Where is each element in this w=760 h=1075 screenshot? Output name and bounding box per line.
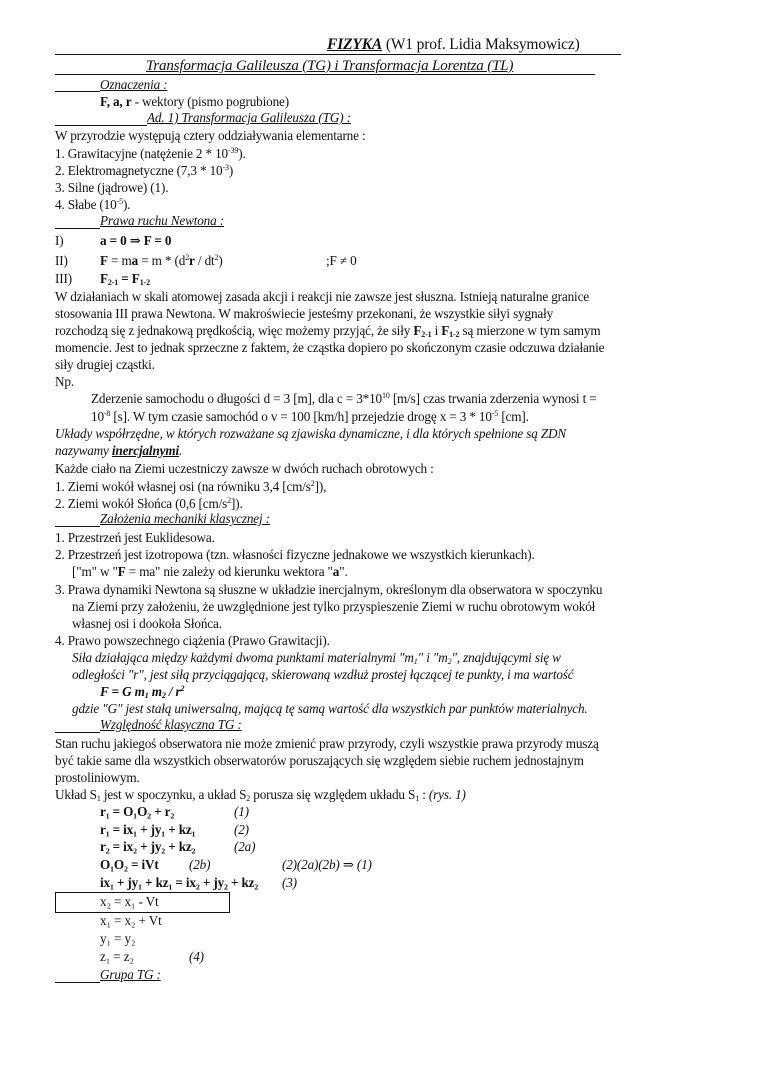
- example-line: Zderzenie samochodu o długości d = 3 [m], dla $c = 3*10^{10}$ [m/s] czas trwania zderzenia wynosi t =: [91, 391, 597, 406]
- interaction-item: 1. Grawitacyjne (natężenie $2 * 10^{-39}$).: [55, 146, 246, 161]
- relativity-heading: Względność klasyczna TG :: [100, 717, 242, 732]
- paragraph-line: rozchodzą się z jednakową prędkością, więc możemy przyjąć, że siły $F_{2-1}$ i $F_{1-2}$ są mierzone w tym samym: [55, 323, 601, 339]
- equation-tag: (4): [189, 949, 204, 964]
- document-title: FIZYKA (W1 prof. Lidia Maksymowicz): [327, 36, 580, 53]
- gravity-definition: odległości "r", jest siłą przyciągającą, skierowaną wzdłuż prostej łączącej te punkty, i ma wartość: [72, 667, 574, 682]
- equation: r₁ = ix₁ + jy₁ + kz₁: [100, 822, 196, 837]
- inertial-definition: nazywamy inercjalnymi.: [55, 443, 183, 458]
- newton-law-2: F = ma = m * $(d^2r / dt^2)$: [100, 253, 223, 268]
- paragraph-line: siły drugiej cząstki.: [55, 357, 155, 372]
- gravity-definition: Siła działająca między każdymi dwoma punktami materialnymi "$m_1$" i "$m_2$", znajdującymi się w: [72, 650, 561, 666]
- equation-tag: (2b): [189, 857, 211, 872]
- equation: ix₁ + jy₁ + kz₁ = ix₂ + jy₂ + kz₂: [100, 875, 259, 890]
- equation-tag: (3): [282, 875, 297, 890]
- transform-equation: z₁ = z₂: [100, 949, 134, 964]
- equation-tag: (2): [234, 822, 249, 837]
- paragraph-line: być takie same dla wszystkich obserwatorów poruszających się względem siebie ruchem jednostajnym: [55, 753, 584, 768]
- example-label: Np.: [55, 374, 74, 389]
- equation-tag: (1): [234, 804, 249, 819]
- section-rule: [55, 125, 147, 126]
- rotations-intro: Każde ciało na Ziemi uczestniczy zawsze w dwóch ruchach obrotowych :: [55, 461, 434, 476]
- section-rule: [55, 732, 100, 733]
- interaction-item: 4. Słabe $(10^{-5})$.: [55, 197, 131, 212]
- rotation-item: 2. Ziemi wokół Słońca (0,6 $[cm/s^2]$).: [55, 496, 243, 511]
- assumption-item: 2. Przestrzeń jest izotropowa (tzn. własności fizyczne jednakowe we wszystkich kierunkach).: [55, 547, 535, 562]
- ad1-heading: Ad. 1) Transformacja Galileusza (TG) :: [147, 110, 351, 125]
- interaction-item: 2. Elektromagnetyczne $(7,3 * 10^{-3})$: [55, 163, 234, 178]
- paragraph-line: stosowania III prawa Newtona. W makroświecie jesteśmy przekonani, że wszystkie siłyi sygnały: [55, 306, 554, 321]
- law-number: II): [55, 253, 68, 268]
- gravity-definition: gdzie "G" jest stałą uniwersalną, mającą tę samą wartość dla wszystkich par punktów materialnych.: [72, 701, 588, 716]
- transform-equation: y₁ = y₂: [100, 931, 136, 946]
- section-rule: [55, 982, 100, 983]
- document-subtitle: Transformacja Galileusza (TG) i Transformacja Lorentza (TL): [146, 58, 514, 74]
- assumption-item: na Ziemi przy założeniu, że uwzględnione jest tylko przyspieszenie Ziemi w ruchu obrotowym wokół: [72, 599, 596, 614]
- newton-heading: Prawa ruchu Newtona :: [100, 213, 224, 228]
- newton-law-3: $F_{2-1} = F_{1-2}$: [100, 271, 150, 287]
- header-rule: [55, 54, 621, 55]
- transform-equation: x₁ = x₂ + Vt: [100, 913, 162, 928]
- example-line: $10^{-8}$ [s]. W tym czasie samochód o v = 100 [km/h] przejedzie drogę $x = 3 * 10^{-5}$ [cm].: [91, 409, 529, 424]
- interactions-intro: W przyrodzie występują cztery oddziaływania elementarne :: [55, 128, 366, 143]
- equation: O₁O₂ = iVt: [100, 857, 159, 872]
- assumption-item: 1. Przestrzeń jest Euklidesowa.: [55, 530, 215, 545]
- assumptions-heading: Założenia mechaniki klasycznej :: [100, 511, 270, 526]
- equation-tag: (2a): [234, 839, 256, 854]
- implication: (2)(2a)(2b) ⇒ (1): [282, 857, 372, 872]
- gravity-formula: F = G $m_1$ $m_2 / r^2$: [100, 684, 185, 700]
- assumption-item: własnej osi i dookoła Słońca.: [72, 616, 222, 631]
- equation: r₂ = ix₂ + jy₂ + kz₂: [100, 839, 196, 854]
- section-rule: [55, 526, 100, 527]
- assumption-item: 4. Prawo powszechnego ciążenia (Prawo Grawitacji).: [55, 633, 330, 648]
- assumption-note: ["m" w "F = ma" nie zależy od kierunku wektora "a".: [72, 564, 348, 579]
- transform-equation: x₂ = x₁ - Vt: [100, 894, 159, 909]
- section-rule: [55, 91, 100, 92]
- law-number: I): [55, 233, 64, 248]
- newton-law-2-condition: ;F ≠ 0: [326, 253, 357, 268]
- rotation-item: 1. Ziemi wokół własnej osi (na równiku 3,4 $[cm/s^2]$),: [55, 479, 327, 494]
- assumption-item: 3. Prawa dynamiki Newtona są słuszne w układzie inercjalnym, określonym dla obserwatora w spoczynku: [55, 582, 603, 597]
- subtitle-rule: [55, 74, 595, 75]
- oznaczenia-heading: Oznaczenia :: [100, 77, 168, 92]
- paragraph-line: Stan ruchu jakiegoś obserwatora nie może zmienić praw przyrody, czyli wszystkie prawa przyrody muszą: [55, 736, 599, 751]
- law-number: III): [55, 271, 72, 286]
- paragraph-line: Układ $S_1$ jest w spoczynku, a układ $S_2$ porusza się względem układu $S_1$ : (rys. 1): [55, 787, 466, 803]
- interaction-item: 3. Silne (jądrowe) (1).: [55, 180, 169, 195]
- equation: r₁ = O₁O₂ + r₂: [100, 804, 175, 819]
- paragraph-line: W działaniach w skali atomowej zasada akcji i reakcji nie zawsze jest słuszna. Istnieją naturalne granice: [55, 289, 589, 304]
- section-rule: [55, 228, 100, 229]
- paragraph-line: prostoliniowym.: [55, 770, 140, 785]
- paragraph-line: momencie. Jest to jednak sprzeczne z faktem, że cząstka dopiero po skończonym czasie odczuwa działanie: [55, 340, 605, 355]
- vectors-note: F, a, r - wektory (pismo pogrubione): [100, 94, 289, 109]
- grupa-heading: Grupa TG :: [100, 967, 161, 982]
- newton-law-1: a = 0 ⇒ F = 0: [100, 233, 172, 248]
- inertial-definition: Układy współrzędne, w których rozważane są zjawiska dynamiczne, i dla których spełnione są ZDN: [55, 426, 567, 441]
